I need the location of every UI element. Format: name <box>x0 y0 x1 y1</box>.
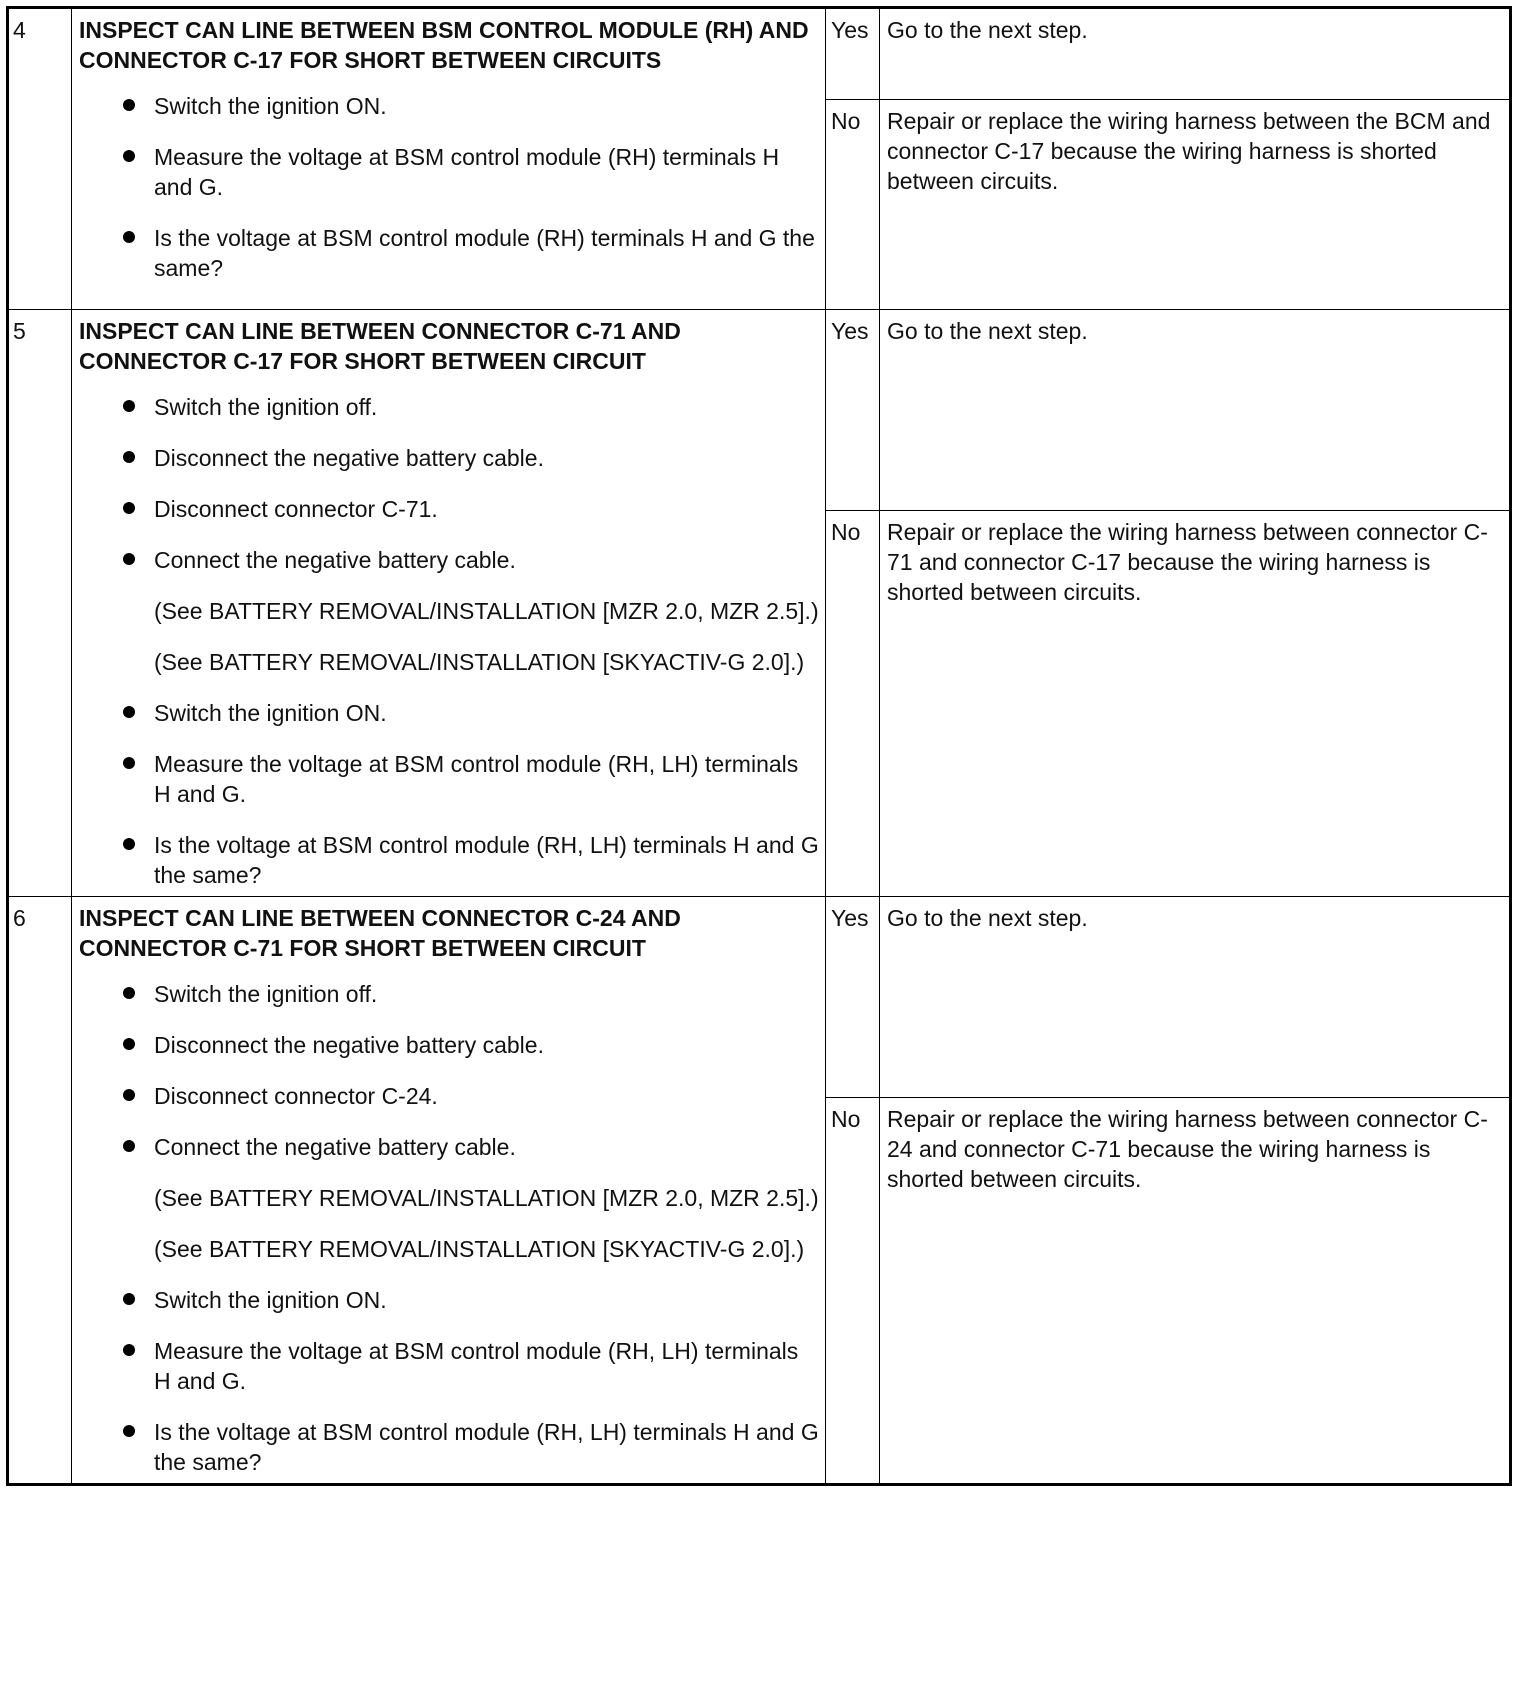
procedure-note: (See BATTERY REMOVAL/INSTALLATION [SKYACTIV-G 2.0].) <box>154 1236 805 1262</box>
step-number: 5 <box>8 310 72 897</box>
procedure-item: Switch the ignition off. <box>154 392 819 422</box>
procedure-list <box>79 979 819 1477</box>
step-row-yes <box>8 310 1511 511</box>
no-label: No <box>826 1098 880 1485</box>
diagnostic-procedure-table <box>6 6 1512 1486</box>
step-procedure <box>72 897 826 1485</box>
step-title: INSPECT CAN LINE BETWEEN CONNECTOR C-24 AND CONNECTOR C-71 FOR SHORT BETWEEN CIRCUIT <box>79 905 681 961</box>
procedure-item: Measure the voltage at BSM control module (RH) terminals H and G. <box>154 142 819 202</box>
procedure-item: Is the voltage at BSM control module (RH, LH) terminals H and G the same? <box>154 1419 819 1475</box>
procedure-item: Is the voltage at BSM control module (RH) terminals H and G the same? <box>154 223 819 283</box>
step-title: INSPECT CAN LINE BETWEEN CONNECTOR C-71 AND CONNECTOR C-17 FOR SHORT BETWEEN CIRCUIT <box>79 318 681 374</box>
step-procedure <box>72 310 826 897</box>
procedure-item: Disconnect connector C-71. <box>154 494 819 524</box>
procedure-item: Switch the ignition ON. <box>154 1285 819 1315</box>
yes-label: Yes <box>826 897 880 1098</box>
procedure-item: Switch the ignition ON. <box>154 698 819 728</box>
step-number: 6 <box>8 897 72 1485</box>
step-row-yes <box>8 8 1511 100</box>
step-number: 4 <box>8 8 72 310</box>
procedure-note: (See BATTERY REMOVAL/INSTALLATION [MZR 2.0, MZR 2.5].) <box>154 598 819 624</box>
procedure-item: Switch the ignition off. <box>154 979 819 1009</box>
procedure-item: Disconnect connector C-24. <box>154 1081 819 1111</box>
yes-label: Yes <box>826 310 880 511</box>
yes-label: Yes <box>826 8 880 100</box>
step-row-yes <box>8 897 1511 1098</box>
procedure-item: Connect the negative battery cable. <box>154 1132 819 1162</box>
procedure-note: (See BATTERY REMOVAL/INSTALLATION [MZR 2.0, MZR 2.5].) <box>154 1185 819 1211</box>
procedure-item: Disconnect the negative battery cable. <box>154 1030 819 1060</box>
procedure-item: Measure the voltage at BSM control module (RH, LH) terminals H and G. <box>154 749 819 809</box>
yes-action: Go to the next step. <box>880 310 1511 511</box>
step-procedure <box>72 8 826 310</box>
procedure-list <box>79 91 819 283</box>
procedure-item: Switch the ignition ON. <box>154 91 819 121</box>
no-label: No <box>826 511 880 897</box>
no-action: Repair or replace the wiring harness between connector C-24 and connector C-71 because the wiring harness is shorted between circuits. <box>880 1098 1511 1485</box>
yes-action: Go to the next step. <box>880 897 1511 1098</box>
procedure-list <box>79 392 819 890</box>
no-action: Repair or replace the wiring harness between the BCM and connector C-17 because the wiring harness is shorted between circuits. <box>880 100 1511 310</box>
step-title: INSPECT CAN LINE BETWEEN BSM CONTROL MODULE (RH) AND CONNECTOR C-17 FOR SHORT BETWEEN CIRCUITS <box>79 17 809 73</box>
procedure-item: Measure the voltage at BSM control module (RH, LH) terminals H and G. <box>154 1336 819 1396</box>
no-label: No <box>826 100 880 310</box>
procedure-item: Is the voltage at BSM control module (RH, LH) terminals H and G the same? <box>154 832 819 888</box>
yes-action: Go to the next step. <box>880 8 1511 100</box>
procedure-item: Connect the negative battery cable. <box>154 545 819 575</box>
procedure-item: Disconnect the negative battery cable. <box>154 443 819 473</box>
procedure-note: (See BATTERY REMOVAL/INSTALLATION [SKYACTIV-G 2.0].) <box>154 649 805 675</box>
no-action: Repair or replace the wiring harness between connector C-71 and connector C-17 because the wiring harness is shorted between circuits. <box>880 511 1511 897</box>
